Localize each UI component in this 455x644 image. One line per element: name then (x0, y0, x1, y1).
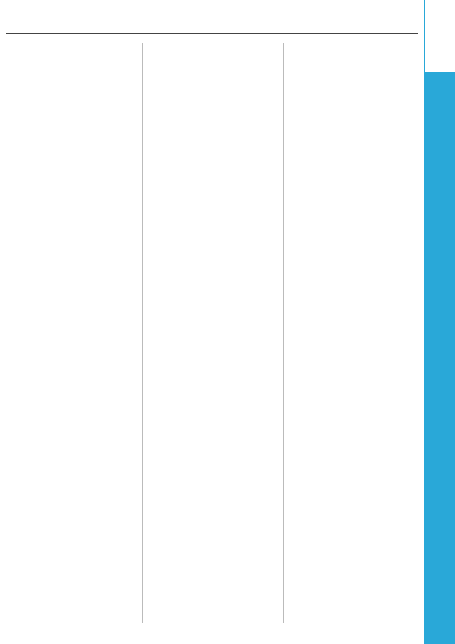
column-divider (283, 43, 284, 623)
kana-index-sidebar (424, 0, 455, 644)
catalog-note (6, 3, 12, 10)
header-divider (6, 33, 418, 34)
sidebar-title (424, 0, 455, 72)
page-header (6, 3, 418, 41)
column-divider (142, 43, 143, 623)
page-footer (340, 622, 344, 632)
